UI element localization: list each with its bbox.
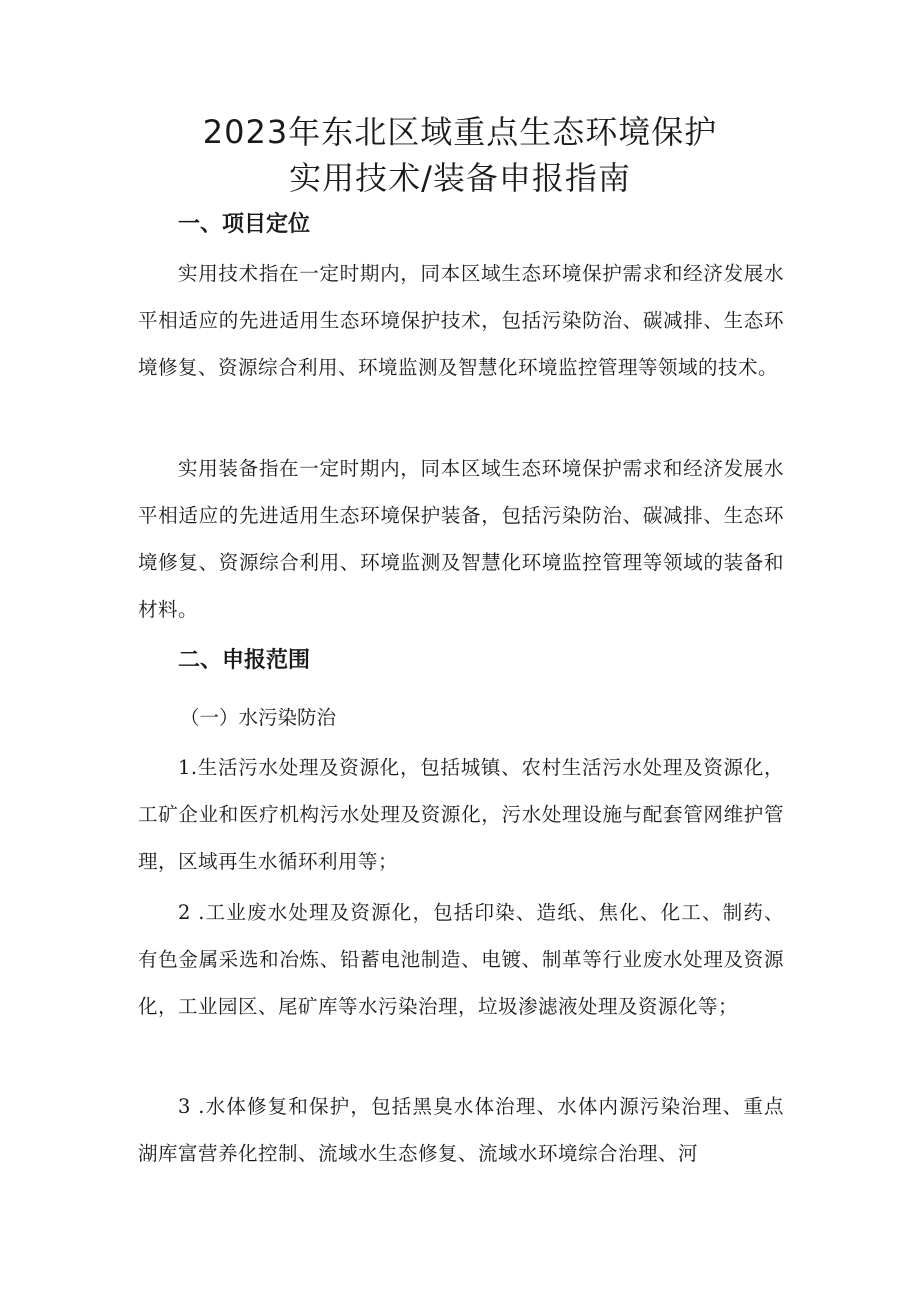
document-title-line1: 2023年东北区域重点生态环境保护 (202, 113, 718, 151)
section1-paragraph-equipment: 实用装备指在一定时期内，同本区域生态环境保护需求和经济发展水平相适应的先进适用生态环境保护装备，包括污染防治、碳减排、生态环境修复、资源综合利用、环境监测及智慧化环境监控管理等领域的装备和材料。 (138, 457, 784, 621)
list-item: 1.生活污水处理及资源化，包括城镇、农村生活污水处理及资源化，工矿企业和医疗机构污水处理及资源化，污水处理设施与配套管网维护管理，区域再生水循环利用等； (138, 756, 784, 873)
list-item: 3 .水体修复和保护，包括黑臭水体治理、水体内源污染治理、重点湖库富营养化控制、流域水生态修复、流域水环境综合治理、河 (138, 1095, 784, 1165)
section1-heading: 一、项目定位 (178, 212, 311, 237)
section2-heading: 二、申报范围 (178, 648, 311, 673)
document-title-line2: 实用技术/装备申报指南 (289, 159, 631, 197)
list-item: 2 .工业废水处理及资源化，包括印染、造纸、焦化、化工、制药、有色金属采选和冶炼、铅蓄电池制造、电镀、制革等行业废水处理及资源化，工业园区、尾矿库等水污染治理，垃圾渗滤液处理及资源化等； (138, 901, 784, 1018)
section2-subheading: （一）水污染防治 (180, 706, 337, 729)
section1-paragraph-tech: 实用技术指在一定时期内，同本区域生态环境保护需求和经济发展水平相适应的先进适用生态环境保护技术，包括污染防治、碳减排、生态环境修复、资源综合利用、环境监测及智慧化环境监控管理等领域的技术。 (138, 262, 784, 379)
